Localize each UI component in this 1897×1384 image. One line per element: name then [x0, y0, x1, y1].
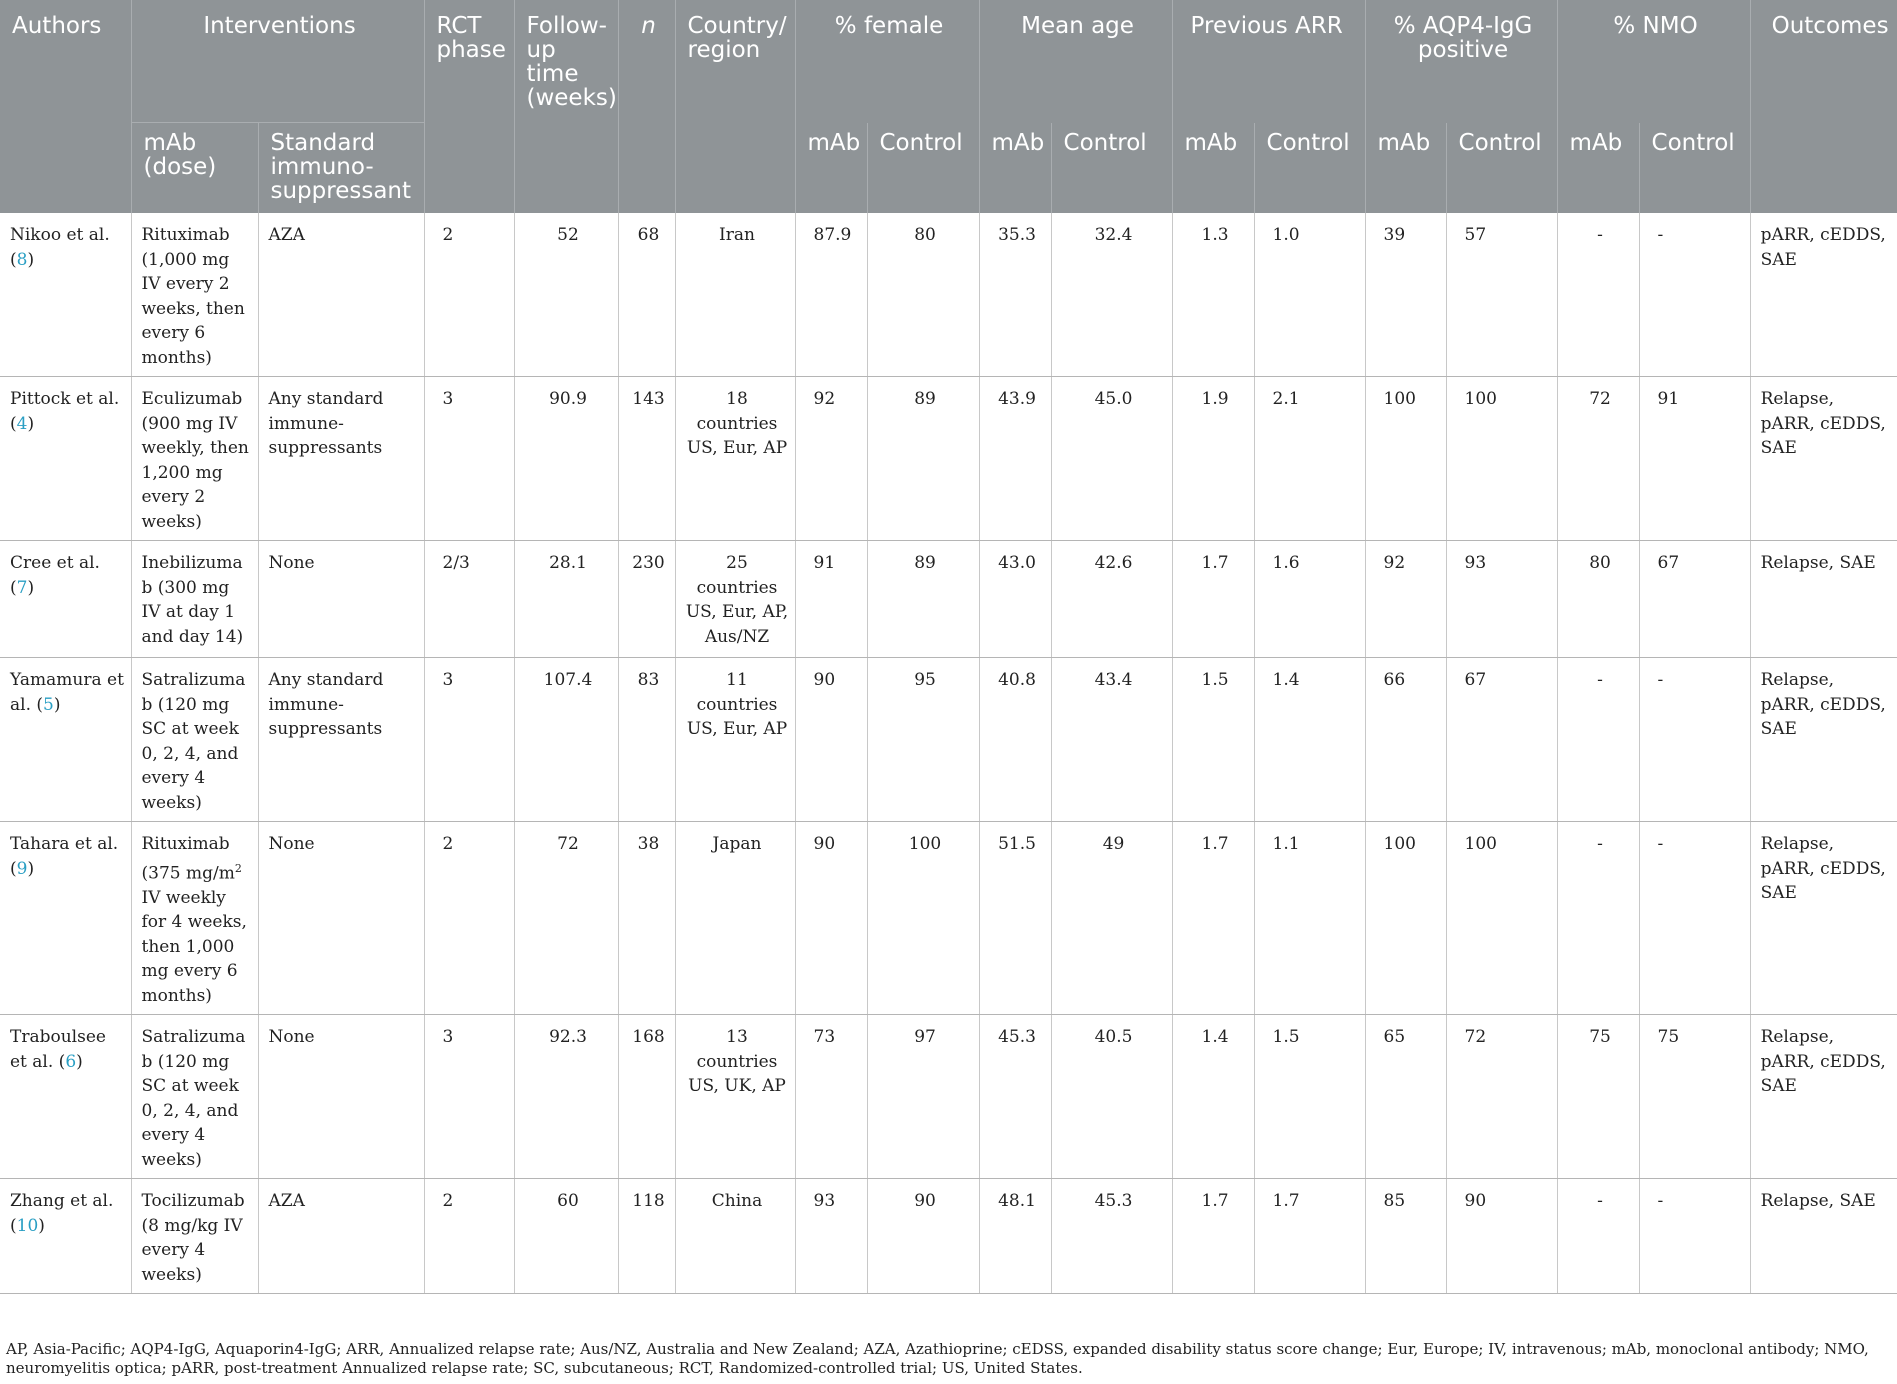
nmo-mab-cell: 72 — [1557, 377, 1639, 541]
age-ctrl-cell: 49 — [1051, 822, 1172, 1015]
age-mab-cell: 43.9 — [979, 377, 1051, 541]
reference-link[interactable]: 6 — [65, 1051, 77, 1072]
arr-ctrl-cell: 1.5 — [1254, 1015, 1365, 1179]
header-arr-control: Control — [1254, 123, 1365, 214]
nmo-mab-cell: - — [1557, 213, 1639, 377]
header-nmo-control: Control — [1639, 123, 1750, 214]
arr-ctrl-cell: 1.7 — [1254, 1179, 1365, 1294]
aqp-ctrl-cell: 93 — [1446, 541, 1557, 658]
aqp-mab-cell: 100 — [1365, 822, 1446, 1015]
nmo-ctrl-cell: 75 — [1639, 1015, 1750, 1179]
header-age-control: Control — [1051, 123, 1172, 214]
age-ctrl-cell: 42.6 — [1051, 541, 1172, 658]
arr-ctrl-cell: 2.1 — [1254, 377, 1365, 541]
n-cell: 230 — [618, 541, 675, 658]
fem-ctrl-cell: 95 — [867, 658, 979, 822]
fem-mab-cell: 92 — [795, 377, 867, 541]
fem-ctrl-cell: 97 — [867, 1015, 979, 1179]
nmo-mab-cell: - — [1557, 822, 1639, 1015]
std-cell: AZA — [258, 213, 424, 377]
mab-dose-cell: Tocilizumab (8 mg/kg IV every 4 weeks) — [131, 1179, 258, 1294]
age-ctrl-cell: 45.3 — [1051, 1179, 1172, 1294]
arr-ctrl-cell: 1.0 — [1254, 213, 1365, 377]
country-cell: Japan — [675, 822, 795, 1015]
header-mab-dose: mAb (dose) — [131, 123, 258, 214]
table-row — [0, 541, 1897, 658]
aqp-mab-cell: 85 — [1365, 1179, 1446, 1294]
std-cell: Any standard immune-suppressants — [258, 658, 424, 822]
author-paren: ) — [38, 1215, 45, 1236]
header-n: n — [618, 0, 675, 213]
phase-cell: 2 — [424, 1179, 514, 1294]
outcomes-cell: Relapse, pARR, cEDDS, SAE — [1750, 658, 1897, 822]
header-arr-mab: mAb — [1172, 123, 1254, 214]
followup-cell: 90.9 — [514, 377, 618, 541]
arr-ctrl-cell: 1.6 — [1254, 541, 1365, 658]
header-standard-immuno: Standard immuno-suppressant — [258, 123, 424, 214]
std-cell: None — [258, 1015, 424, 1179]
std-cell: None — [258, 541, 424, 658]
aqp-mab-cell: 92 — [1365, 541, 1446, 658]
table-body — [0, 213, 1897, 1294]
age-ctrl-cell: 43.4 — [1051, 658, 1172, 822]
std-cell: AZA — [258, 1179, 424, 1294]
author-cell — [0, 377, 131, 541]
fem-mab-cell: 90 — [795, 822, 867, 1015]
phase-cell: 2 — [424, 822, 514, 1015]
author-name: Cree et al. ( — [10, 553, 100, 598]
age-ctrl-cell: 32.4 — [1051, 213, 1172, 377]
author-cell — [0, 541, 131, 658]
n-cell: 83 — [618, 658, 675, 822]
fem-ctrl-cell: 89 — [867, 377, 979, 541]
arr-mab-cell: 1.7 — [1172, 822, 1254, 1015]
fem-mab-cell: 91 — [795, 541, 867, 658]
mab-dose-cell: Satralizumab (120 mg SC at week 0, 2, 4, and every 4 weeks) — [131, 658, 258, 822]
arr-mab-cell: 1.4 — [1172, 1015, 1254, 1179]
author-name: Nikoo et al. ( — [10, 225, 110, 270]
nmo-mab-cell: 80 — [1557, 541, 1639, 658]
aqp-ctrl-cell: 57 — [1446, 213, 1557, 377]
arr-mab-cell: 1.9 — [1172, 377, 1254, 541]
std-cell: None — [258, 822, 424, 1015]
header-aqp4: % AQP4-IgG positive — [1365, 0, 1557, 123]
phase-cell: 3 — [424, 658, 514, 822]
outcomes-cell: Relapse, pARR, cEDDS, SAE — [1750, 377, 1897, 541]
std-cell: Any standard immune-suppressants — [258, 377, 424, 541]
followup-cell: 72 — [514, 822, 618, 1015]
age-mab-cell: 35.3 — [979, 213, 1051, 377]
mab-dose-text: Rituximab (375 mg/m — [141, 834, 235, 884]
header-mean-age: Mean age — [979, 0, 1172, 123]
followup-cell: 107.4 — [514, 658, 618, 822]
nmo-ctrl-cell: - — [1639, 658, 1750, 822]
arr-mab-cell: 1.7 — [1172, 1179, 1254, 1294]
author-paren: ) — [76, 1051, 83, 1072]
nmo-ctrl-cell: - — [1639, 213, 1750, 377]
header-outcomes: Outcomes — [1750, 0, 1897, 213]
reference-link[interactable]: 8 — [16, 249, 28, 270]
mab-dose-cell — [131, 822, 258, 1015]
nmo-mab-cell: - — [1557, 1179, 1639, 1294]
table-row — [0, 1179, 1897, 1294]
author-paren: ) — [27, 577, 35, 598]
aqp-mab-cell: 100 — [1365, 377, 1446, 541]
phase-cell: 3 — [424, 1015, 514, 1179]
mab-dose-cell: Satralizumab (120 mg SC at week 0, 2, 4, and every 4 weeks) — [131, 1015, 258, 1179]
arr-ctrl-cell: 1.4 — [1254, 658, 1365, 822]
table-footnote: AP, Asia-Pacific; AQP4-IgG, Aquaporin4-IgG; ARR, Annualized relapse rate; Aus/NZ, Australia and New Zealand; AZA, Azathioprine; cEDSS, expanded disability status score change; Eur, Europe; IV, intravenous; mAb, monoclonal antibody; NMO, neuromyelitis optica; pARR, post-treatment Annualized relapse rate; SC, subcutaneous; RCT, Randomized-controlled trial; US, United States. — [6, 1340, 1869, 1377]
arr-ctrl-cell: 1.1 — [1254, 822, 1365, 1015]
table-row — [0, 1015, 1897, 1179]
reference-link[interactable]: 5 — [43, 694, 54, 715]
mab-dose-text: IV weekly for 4 weeks, then 1,000 mg every 6 months) — [141, 887, 247, 1006]
table-row — [0, 213, 1897, 377]
phase-cell: 3 — [424, 377, 514, 541]
author-paren: ) — [27, 413, 35, 434]
reference-link[interactable]: 9 — [16, 858, 28, 879]
followup-cell: 92.3 — [514, 1015, 618, 1179]
country-cell: 18 countries US, Eur, AP — [675, 377, 795, 541]
aqp-mab-cell: 39 — [1365, 213, 1446, 377]
table-row — [0, 822, 1897, 1015]
n-cell: 168 — [618, 1015, 675, 1179]
country-cell: 11 countries US, Eur, AP — [675, 658, 795, 822]
nmo-ctrl-cell: - — [1639, 822, 1750, 1015]
header-authors: Authors — [0, 0, 131, 213]
aqp-ctrl-cell: 90 — [1446, 1179, 1557, 1294]
nmo-ctrl-cell: - — [1639, 1179, 1750, 1294]
aqp-ctrl-cell: 100 — [1446, 822, 1557, 1015]
nmo-mab-cell: - — [1557, 658, 1639, 822]
aqp-ctrl-cell: 100 — [1446, 377, 1557, 541]
header-nmo: % NMO — [1557, 0, 1750, 123]
age-ctrl-cell: 45.0 — [1051, 377, 1172, 541]
age-mab-cell: 51.5 — [979, 822, 1051, 1015]
country-cell: Iran — [675, 213, 795, 377]
author-cell — [0, 1015, 131, 1179]
fem-ctrl-cell: 90 — [867, 1179, 979, 1294]
author-cell — [0, 213, 131, 377]
header-female-control: Control — [867, 123, 979, 214]
author-name: Yamamura et al. ( — [10, 670, 124, 715]
author-paren: ) — [27, 249, 35, 270]
author-name: Zhang et al. ( — [10, 1191, 114, 1236]
header-country: Country/ region — [675, 0, 795, 213]
header-aqp4-control: Control — [1446, 123, 1557, 214]
n-cell: 38 — [618, 822, 675, 1015]
n-cell: 68 — [618, 213, 675, 377]
arr-mab-cell: 1.7 — [1172, 541, 1254, 658]
country-cell: China — [675, 1179, 795, 1294]
author-paren: ) — [53, 694, 61, 715]
header-followup: Follow-up time (weeks) — [514, 0, 618, 213]
header-interventions: Interventions — [131, 0, 424, 123]
phase-cell: 2 — [424, 213, 514, 377]
header-pct-female: % female — [795, 0, 979, 123]
table-row — [0, 377, 1897, 541]
reference-link[interactable]: 10 — [16, 1215, 39, 1236]
nmo-mab-cell: 75 — [1557, 1015, 1639, 1179]
age-mab-cell: 43.0 — [979, 541, 1051, 658]
aqp-ctrl-cell: 72 — [1446, 1015, 1557, 1179]
fem-mab-cell: 87.9 — [795, 213, 867, 377]
author-name: Pittock et al. ( — [10, 389, 120, 434]
age-mab-cell: 45.3 — [979, 1015, 1051, 1179]
header-aqp4-mab: mAb — [1365, 123, 1446, 214]
header-female-mab: mAb — [795, 123, 867, 214]
mab-dose-cell: Inebilizumab (300 mg IV at day 1 and day 14) — [131, 541, 258, 658]
fem-ctrl-cell: 89 — [867, 541, 979, 658]
author-name: Tahara et al. ( — [10, 834, 119, 879]
nmo-ctrl-cell: 67 — [1639, 541, 1750, 658]
fem-mab-cell: 73 — [795, 1015, 867, 1179]
followup-cell: 52 — [514, 213, 618, 377]
header-age-mab: mAb — [979, 123, 1051, 214]
author-cell — [0, 1179, 131, 1294]
outcomes-cell: Relapse, SAE — [1750, 1179, 1897, 1294]
age-mab-cell: 40.8 — [979, 658, 1051, 822]
country-cell: 13 countries US, UK, AP — [675, 1015, 795, 1179]
fem-mab-cell: 93 — [795, 1179, 867, 1294]
author-name: Traboulsee et al. ( — [10, 1027, 106, 1072]
reference-link[interactable]: 7 — [16, 577, 28, 598]
header-previous-arr: Previous ARR — [1172, 0, 1365, 123]
outcomes-cell: Relapse, pARR, cEDDS, SAE — [1750, 822, 1897, 1015]
superscript: 2 — [234, 861, 242, 875]
arr-mab-cell: 1.5 — [1172, 658, 1254, 822]
fem-ctrl-cell: 100 — [867, 822, 979, 1015]
arr-mab-cell: 1.3 — [1172, 213, 1254, 377]
phase-cell: 2/3 — [424, 541, 514, 658]
aqp-mab-cell: 65 — [1365, 1015, 1446, 1179]
header-nmo-mab: mAb — [1557, 123, 1639, 214]
age-mab-cell: 48.1 — [979, 1179, 1051, 1294]
followup-cell: 60 — [514, 1179, 618, 1294]
outcomes-cell: Relapse, SAE — [1750, 541, 1897, 658]
fem-ctrl-cell: 80 — [867, 213, 979, 377]
n-cell: 143 — [618, 377, 675, 541]
aqp-mab-cell: 66 — [1365, 658, 1446, 822]
reference-link[interactable]: 4 — [16, 413, 28, 434]
author-cell — [0, 822, 131, 1015]
author-cell — [0, 658, 131, 822]
mab-dose-cell: Rituximab (1,000 mg IV every 2 weeks, then every 6 months) — [131, 213, 258, 377]
outcomes-cell: pARR, cEDDS, SAE — [1750, 213, 1897, 377]
fem-mab-cell: 90 — [795, 658, 867, 822]
age-ctrl-cell: 40.5 — [1051, 1015, 1172, 1179]
table-header — [0, 0, 1897, 213]
outcomes-cell: Relapse, pARR, cEDDS, SAE — [1750, 1015, 1897, 1179]
followup-cell: 28.1 — [514, 541, 618, 658]
mab-dose-cell: Eculizumab (900 mg IV weekly, then 1,200 mg every 2 weeks) — [131, 377, 258, 541]
aqp-ctrl-cell: 67 — [1446, 658, 1557, 822]
author-paren: ) — [27, 858, 35, 879]
country-cell: 25 countries US, Eur, AP, Aus/NZ — [675, 541, 795, 658]
n-cell: 118 — [618, 1179, 675, 1294]
nmo-ctrl-cell: 91 — [1639, 377, 1750, 541]
table-row — [0, 658, 1897, 822]
header-rct-phase: RCT phase — [424, 0, 514, 213]
